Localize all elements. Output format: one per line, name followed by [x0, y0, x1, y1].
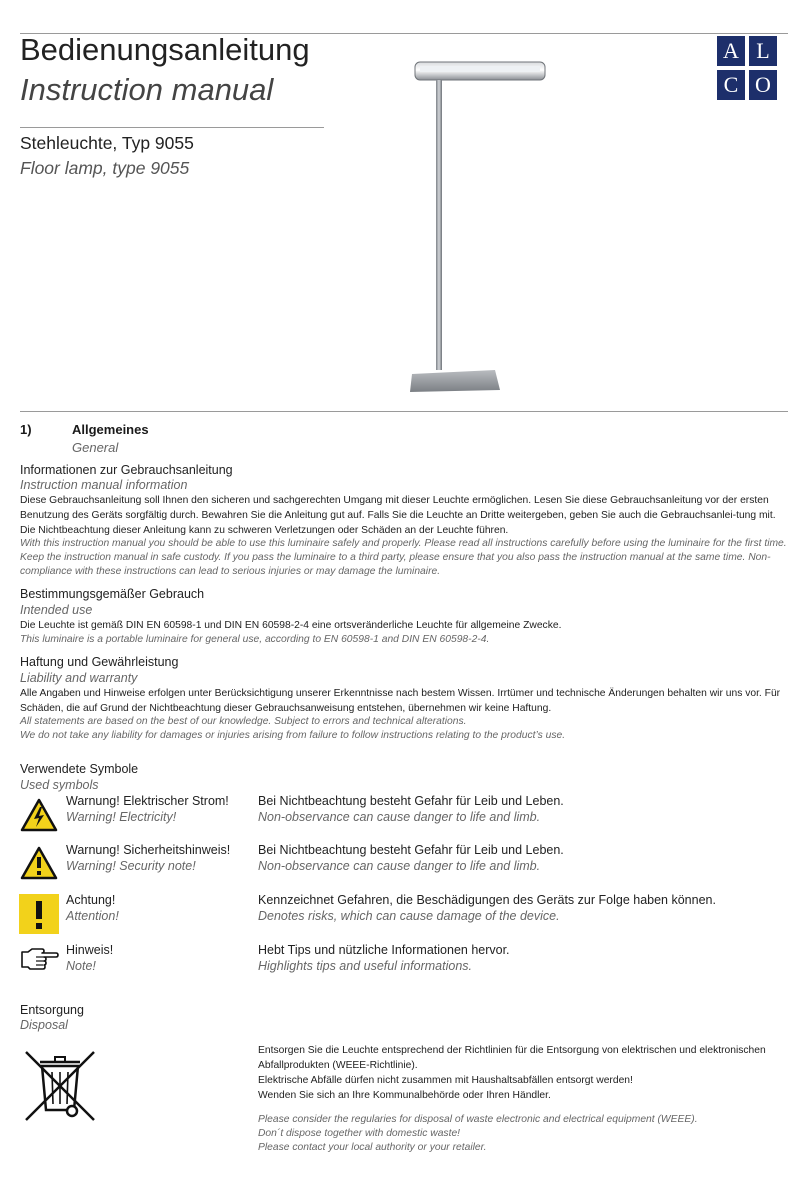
symbol-label: Achtung!: [66, 893, 116, 907]
disposal-text-line: Elektrische Abfälle dürfen nicht zusammen mit Haushaltsabfällen entsorgt werden!: [258, 1075, 633, 1086]
liability-heading-en: Liability and warranty: [20, 671, 138, 685]
disposal-text-line: Wenden Sie sich an Ihre Kommunalbehörde oder Ihren Händler.: [258, 1090, 551, 1101]
disposal-text-line: Entsorgen Sie die Leuchte entsprechend der Richtlinien für die Entsorgung von elektrischen und elektronischen Abfallprodukten (WEEE-Richtlinie).: [258, 1045, 766, 1071]
disposal-text-en: [258, 1113, 793, 1155]
warning-triangle-icon: [20, 846, 58, 880]
page-title: Bedienungsanleitung: [20, 32, 310, 67]
symbol-description-en: Highlights tips and useful informations.: [258, 959, 473, 973]
disposal-heading: Entsorgung: [20, 1003, 84, 1017]
product-title-en: Floor lamp, type 9055: [20, 158, 190, 178]
section-rule: [20, 411, 788, 412]
alco-logo: [717, 36, 779, 102]
logo-letter: C: [717, 70, 745, 100]
symbol-label-en: Warning! Security note!: [66, 859, 196, 873]
intended-heading: Bestimmungsgemäßer Gebrauch: [20, 587, 205, 601]
liability-text: Alle Angaben und Hinweise erfolgen unter Berücksichtigung unserer Erkenntnisse nach bestem Wissen. Irrtümer und technische Änderungen behalten wir uns vor. Für Schäden, die auf Grund der Nichtbeachtung dieser Gebrauchsanweisung entstehen, übernehmen wir keine Haftung.: [20, 688, 781, 714]
symbol-label-en: Note!: [66, 959, 96, 973]
page-title-en: Instruction manual: [20, 72, 274, 107]
title-rule: [20, 127, 324, 128]
disposal-text: [258, 1043, 793, 1103]
symbols-heading: Verwendete Symbole: [20, 762, 139, 776]
disposal-text-en-line: Please consider the regularies for disposal of waste electronic and electrical equipment (WEEE).: [258, 1114, 698, 1125]
symbol-description: Hebt Tips und nützliche Informationen hervor.: [258, 943, 510, 957]
symbol-description: Kennzeichnet Gefahren, die Beschädigungen des Geräts zur Folge haben können.: [258, 893, 716, 907]
symbol-label-en: Attention!: [66, 909, 119, 923]
section-title: Allgemeines: [72, 422, 149, 437]
electric-warning-icon: [20, 798, 58, 832]
logo-letter: L: [749, 36, 777, 66]
disposal-heading-en: Disposal: [20, 1018, 68, 1032]
attention-icon: [19, 894, 59, 934]
symbol-description: Bei Nichtbeachtung besteht Gefahr für Leib und Leben.: [258, 843, 564, 857]
liability-text-en-2: We do not take any liability for damages or injuries arising from failure to follow instructions relating to the product’s use.: [20, 730, 566, 741]
intended-text: Die Leuchte ist gemäß DIN EN 60598-1 und DIN EN 60598-2-4 eine ortsveränderliche Leuchte für allgemeine Zwecke.: [20, 620, 562, 631]
symbol-label: Hinweis!: [66, 943, 114, 957]
intended-text-en: This luminaire is a portable luminaire for general use, according to EN 60598-1 and DIN EN 60598-2-4.: [20, 634, 490, 645]
symbol-description-en: Non-observance can cause danger to life and limb.: [258, 810, 541, 824]
symbol-description-en: Denotes risks, which can cause damage of the device.: [258, 909, 560, 923]
disposal-text-en-line: Don´t dispose together with domestic waste!: [258, 1128, 461, 1139]
intended-heading-en: Intended use: [20, 603, 93, 617]
liability-text-en-1: All statements are based on the best of our knowledge. Subject to errors and technical alterations.: [20, 716, 467, 727]
symbol-description: Bei Nichtbeachtung besteht Gefahr für Leib und Leben.: [258, 794, 564, 808]
symbol-label-en: Warning! Electricity!: [66, 810, 177, 824]
logo-letter: O: [749, 70, 777, 100]
weee-bin-icon: [22, 1048, 98, 1124]
symbol-label: Warnung! Elektrischer Strom!: [66, 794, 229, 808]
section-number: 1): [20, 422, 32, 437]
floor-lamp-image: [400, 52, 550, 397]
pointing-hand-icon: [20, 946, 60, 970]
info-text-en: With this instruction manual you should be able to use this luminaire safely and properly. Please read all instructions carefully before using the luminaire for the first time. Keep the instruction manual in safe custody. If you pass the luminaire to a third party, please ensure that you also pass the instruction manual at the same time. Non-compliance with these instructions can lead to serious injuries or may damage the luminaire.: [20, 538, 787, 577]
info-text: Diese Gebrauchsanleitung soll Ihnen den sicheren und sachgerechten Umgang mit dieser Leuchte ermöglichen. Lesen Sie diese Gebrauchsanleitung vor der ersten Benutzung des Geräts sorgfältig durch. Bewahren Sie die Anleitung gut auf. Falls Sie die Leuchte an Dritte weitergeben, geben Sie auch die Gebrauchsanlei-tung mit. Die Nichtbeachtung dieser Anleitung kann zu schweren Verletzungen oder Schäden an der Leuchte führen.: [20, 495, 776, 536]
symbol-label: Warnung! Sicherheitshinweis!: [66, 843, 231, 857]
logo-letter: A: [717, 36, 745, 66]
disposal-text-en-line: Please contact your local authority or your retailer.: [258, 1142, 487, 1153]
liability-heading: Haftung und Gewährleistung: [20, 655, 179, 669]
symbol-description-en: Non-observance can cause danger to life and limb.: [258, 859, 541, 873]
symbols-heading-en: Used symbols: [20, 778, 99, 792]
product-title: Stehleuchte, Typ 9055: [20, 133, 194, 153]
info-heading: Informationen zur Gebrauchsanleitung: [20, 463, 233, 477]
info-heading-en: Instruction manual information: [20, 478, 188, 492]
section-title-en: General: [72, 440, 119, 455]
